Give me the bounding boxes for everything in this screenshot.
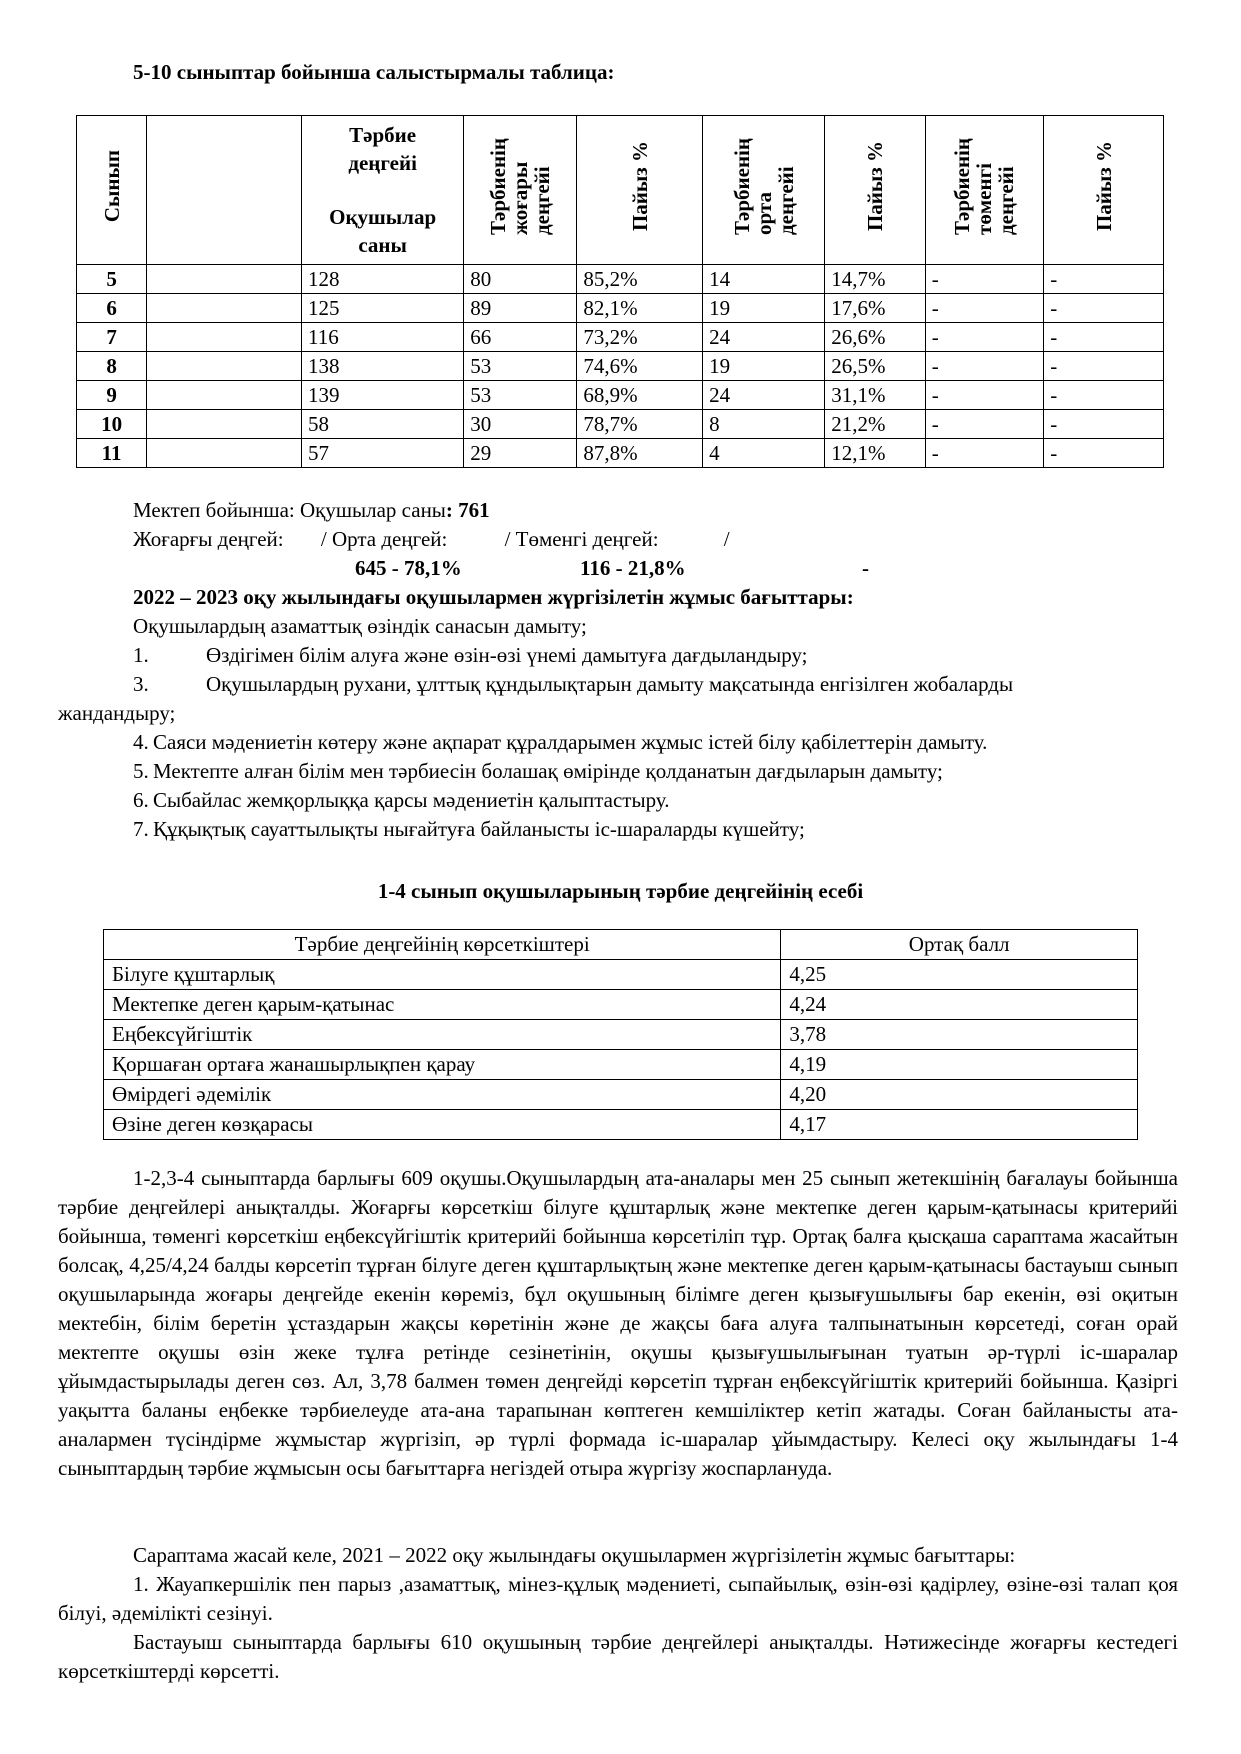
- table-row: [77, 381, 1164, 410]
- header-level-students: Тәрбие деңгейі Оқушылар саны: [302, 116, 464, 265]
- list-item-text: жандандыру;: [58, 701, 176, 725]
- section2-title: 2022 – 2023 оқу жылындағы оқушылармен жүргізілетін жұмыс бағыттары:: [133, 585, 854, 609]
- cell-cls: 8: [77, 352, 147, 381]
- cell-cls: 11: [77, 439, 147, 468]
- cell-mid: 19: [703, 352, 825, 381]
- cell-students: 138: [302, 352, 464, 381]
- header-pct3: Пайыз %: [1044, 116, 1164, 265]
- table2-header-row: [104, 930, 1138, 960]
- cell-low-pct: -: [1044, 381, 1164, 410]
- cell-cls: 5: [77, 265, 147, 294]
- cell-high-pct: 78,7%: [577, 410, 703, 439]
- table-row: [104, 1050, 1138, 1080]
- cell-mid-pct: 17,6%: [825, 294, 925, 323]
- cell-name: Мектепке деген қарым-қатынас: [104, 990, 781, 1020]
- cell-mid-pct: 12,1%: [825, 439, 925, 468]
- cell-mid: 14: [703, 265, 825, 294]
- paragraph-4: Бастауыш сыныптарда барлығы 610 оқушының тәрбие деңгейлері анықталды. Нәтижесінде жоғарғы кестедегі көрсеткіштерді көрсетті.: [58, 1630, 1178, 1683]
- cell-score: 3,78: [781, 1020, 1138, 1050]
- cell-high: 89: [464, 294, 577, 323]
- list-item: [133, 728, 987, 757]
- cell-cls: 6: [77, 294, 147, 323]
- table2-title: 1-4 сынып оқушыларының тәрбие деңгейінің есебі: [377, 879, 864, 903]
- table-row: [77, 410, 1164, 439]
- comparison-table: [76, 115, 1164, 468]
- table-row: [77, 294, 1164, 323]
- cell-high-pct: 73,2%: [577, 323, 703, 352]
- cell-score: 4,24: [781, 990, 1138, 1020]
- header-blank: [147, 116, 302, 265]
- cell-low: -: [925, 352, 1044, 381]
- cell-mid-pct: 21,2%: [825, 410, 925, 439]
- summary-high-value: 645 - 78,1%: [355, 556, 462, 580]
- cell-mid-pct: 14,7%: [825, 265, 925, 294]
- cell-mid-pct: 26,6%: [825, 323, 925, 352]
- cell-cls: 7: [77, 323, 147, 352]
- list-item-text: Оқушылардың рухани, ұлттық құндылықтарын дамыту мақсатында енгізілген жобаларды: [206, 672, 1014, 696]
- cell-name: Білуге құштарлық: [104, 960, 781, 990]
- cell-low: -: [925, 294, 1044, 323]
- cell-high-pct: 68,9%: [577, 381, 703, 410]
- list-item-text: Құқықтық сауаттылықты нығайтуға байланысты іс-шараларды күшейту;: [153, 817, 805, 841]
- list-item-number: 5.: [133, 759, 149, 783]
- cell-low-pct: -: [1044, 410, 1164, 439]
- list-item: [133, 786, 669, 815]
- list-item: [133, 815, 805, 844]
- cell-low: -: [925, 410, 1044, 439]
- list-item-number: 6.: [133, 788, 149, 812]
- table-row: [104, 1080, 1138, 1110]
- section2-intro: Оқушылардың азаматтық өзіндік санасын дамыту;: [133, 614, 587, 638]
- cell-students: 57: [302, 439, 464, 468]
- cell-high-pct: 74,6%: [577, 352, 703, 381]
- cell-low-pct: -: [1044, 439, 1164, 468]
- paragraph-1: 1-2,3-4 сыныптарда барлығы 609 оқушы.Оқушылардың ата-аналары мен 25 сынып жетекшінің бағалауы бойынша тәрбие деңгейлері анықталды. Жоғарғы көрсеткіш білуге құштарлық және мектепке деген қарым-қатынасы критерийі бойынша, төменгі көрсеткіш еңбексүйгіштік критерийі бойынша көрсетіліп тұр. Ортақ балға қысқаша сараптама жасайтын болсақ, 4,25/4,24 балды көрсетіп тұрған білуге деген құштарлықтың және мектепке деген қарым-қатынасы бастауыш сынып оқушыларында жоғары деңгейде екенін көреміз, бұл оқушының білімге деген қызығушылығы бар екенін, өзі оқитын мектебін, білім беретін ұстаздарын жақсы көретінін және де жақсы баға алуға талпынатынын көрсетеді, соған орай мектепте оқушы өзін жеке тұлға ретінде сезінетінін, оқушы қызығушылығынан туатын әр-түрлі іс-шаралар ұйымдастырылады деген сөз. Ал, 3,78 балмен төмен деңгейді көрсетіп тұрған еңбексүйгіштік критерийі бойынша. Қазіргі уақытта баланы еңбекке тәрбиелеуде ата-ана тарапынан көптеген кемшіліктер кетіп жатады. Соған байланысты ата-аналармен түсіндірме жұмыстар жүргізіп, әр түрлі формада іс-шаралар ұйымдастыру. Келесі оқу жылындағы 1-4 сыныптардың тәрбие жұмысын осы бағыттарға негіздей отыра жүргізу жоспарлануда.: [58, 1166, 1178, 1480]
- cell-score: 4,19: [781, 1050, 1138, 1080]
- cell-high-pct: 87,8%: [577, 439, 703, 468]
- list-item-text: Мектепте алған білім мен тәрбиесін болашақ өмірінде қолданатын дағдыларын дамыту;: [153, 759, 943, 783]
- cell-mid: 19: [703, 294, 825, 323]
- cell-score: 4,25: [781, 960, 1138, 990]
- summary-mid-value: 116 - 21,8%: [580, 556, 686, 580]
- cell-mid-pct: 26,5%: [825, 352, 925, 381]
- paragraph-3: 1. Жауапкершілік пен парыз ,азаматтық, мінез-құлық мәдениеті, сыпайылық, өзін-өзі қадірлеу, өзіне-өзі талап қоя білуі, әдемілікті сезінуі.: [58, 1572, 1178, 1625]
- table-row: [77, 352, 1164, 381]
- cell-low: -: [925, 439, 1044, 468]
- table-row: [77, 439, 1164, 468]
- cell-name: Қоршаған ортаға жанашырлықпен қарау: [104, 1050, 781, 1080]
- cell--blank: [147, 439, 302, 468]
- list-item-number: 3.: [133, 672, 149, 696]
- table-row: [104, 1020, 1138, 1050]
- cell-high: 29: [464, 439, 577, 468]
- paragraph-2: Сараптама жасай келе, 2021 – 2022 оқу жылындағы оқушылармен жүргізілетін жұмыс бағыттары:: [133, 1543, 1016, 1567]
- cell--blank: [147, 410, 302, 439]
- list-item: [58, 699, 175, 728]
- cell-high: 80: [464, 265, 577, 294]
- table-row: [104, 1110, 1138, 1140]
- cell-cls: 10: [77, 410, 147, 439]
- table-row: [104, 960, 1138, 990]
- header-pct: Пайыз %: [577, 116, 703, 265]
- cell-mid: 8: [703, 410, 825, 439]
- list-item-text: Өздігімен білім алуға және өзін-өзі үнемі дамытуға дағдыландыру;: [206, 643, 808, 667]
- cell--blank: [147, 381, 302, 410]
- cell-high-pct: 85,2%: [577, 265, 703, 294]
- table1-title: 5-10 сыныптар бойынша салыстырмалы таблица:: [133, 60, 615, 84]
- cell-low-pct: -: [1044, 265, 1164, 294]
- list-item-text: Сыбайлас жемқорлыққа қарсы мәдениетін қалыптастыру.: [153, 788, 670, 812]
- cell-low: -: [925, 265, 1044, 294]
- cell-students: 125: [302, 294, 464, 323]
- table-row: [77, 265, 1164, 294]
- table2-col2: Ортақ балл: [781, 930, 1138, 960]
- header-low: Тәрбиенің төменгі деңгейі: [925, 116, 1044, 265]
- cell--blank: [147, 352, 302, 381]
- cell-high: 30: [464, 410, 577, 439]
- cell-students: 58: [302, 410, 464, 439]
- list-item: [133, 641, 808, 670]
- cell-high-pct: 82,1%: [577, 294, 703, 323]
- cell--blank: [147, 265, 302, 294]
- cell-high: 53: [464, 381, 577, 410]
- header-mid: Тәрбиенің орта деңгейі: [703, 116, 825, 265]
- summary-low-value: -: [862, 556, 869, 580]
- cell-low: -: [925, 381, 1044, 410]
- cell-score: 4,20: [781, 1080, 1138, 1110]
- list-item-number: 4.: [133, 730, 149, 754]
- table1-header-row: [77, 116, 1164, 265]
- cell-mid: 24: [703, 381, 825, 410]
- indicators-table: [103, 929, 1138, 1140]
- list-item: [133, 670, 1013, 699]
- list-item-number: 7.: [133, 817, 149, 841]
- cell-students: 139: [302, 381, 464, 410]
- list-item-text: Саяси мәдениетін көтеру және ақпарат құралдарымен жұмыс істей білу қабілеттерін дамыту.: [153, 730, 988, 754]
- cell-high: 66: [464, 323, 577, 352]
- table2-col1: Тәрбие деңгейінің көрсеткіштері: [104, 930, 781, 960]
- table-row: [104, 990, 1138, 1020]
- header-pct2: Пайыз %: [825, 116, 925, 265]
- cell-students: 116: [302, 323, 464, 352]
- cell-score: 4,17: [781, 1110, 1138, 1140]
- cell-name: Өзіне деген көзқарасы: [104, 1110, 781, 1140]
- cell-low-pct: -: [1044, 294, 1164, 323]
- cell--blank: [147, 323, 302, 352]
- header-class: Сынып: [77, 116, 147, 265]
- cell-students: 128: [302, 265, 464, 294]
- table-row: [77, 323, 1164, 352]
- list-item: [133, 757, 943, 786]
- cell-mid-pct: 31,1%: [825, 381, 925, 410]
- list-item-number: 1.: [133, 643, 149, 667]
- summary-school: Мектеп бойынша: Оқушылар саны: 761: [133, 498, 490, 522]
- cell-name: Еңбексүйгіштік: [104, 1020, 781, 1050]
- cell-low-pct: -: [1044, 352, 1164, 381]
- cell-cls: 9: [77, 381, 147, 410]
- cell--blank: [147, 294, 302, 323]
- cell-name: Өмірдегі әдемілік: [104, 1080, 781, 1110]
- cell-high: 53: [464, 352, 577, 381]
- cell-low: -: [925, 323, 1044, 352]
- summary-levels: Жоғарғы деңгей: / Орта деңгей: / Төменгі деңгей: /: [133, 527, 730, 551]
- cell-low-pct: -: [1044, 323, 1164, 352]
- cell-mid: 24: [703, 323, 825, 352]
- cell-mid: 4: [703, 439, 825, 468]
- header-high: Тәрбиенің жоғары деңгейі: [464, 116, 577, 265]
